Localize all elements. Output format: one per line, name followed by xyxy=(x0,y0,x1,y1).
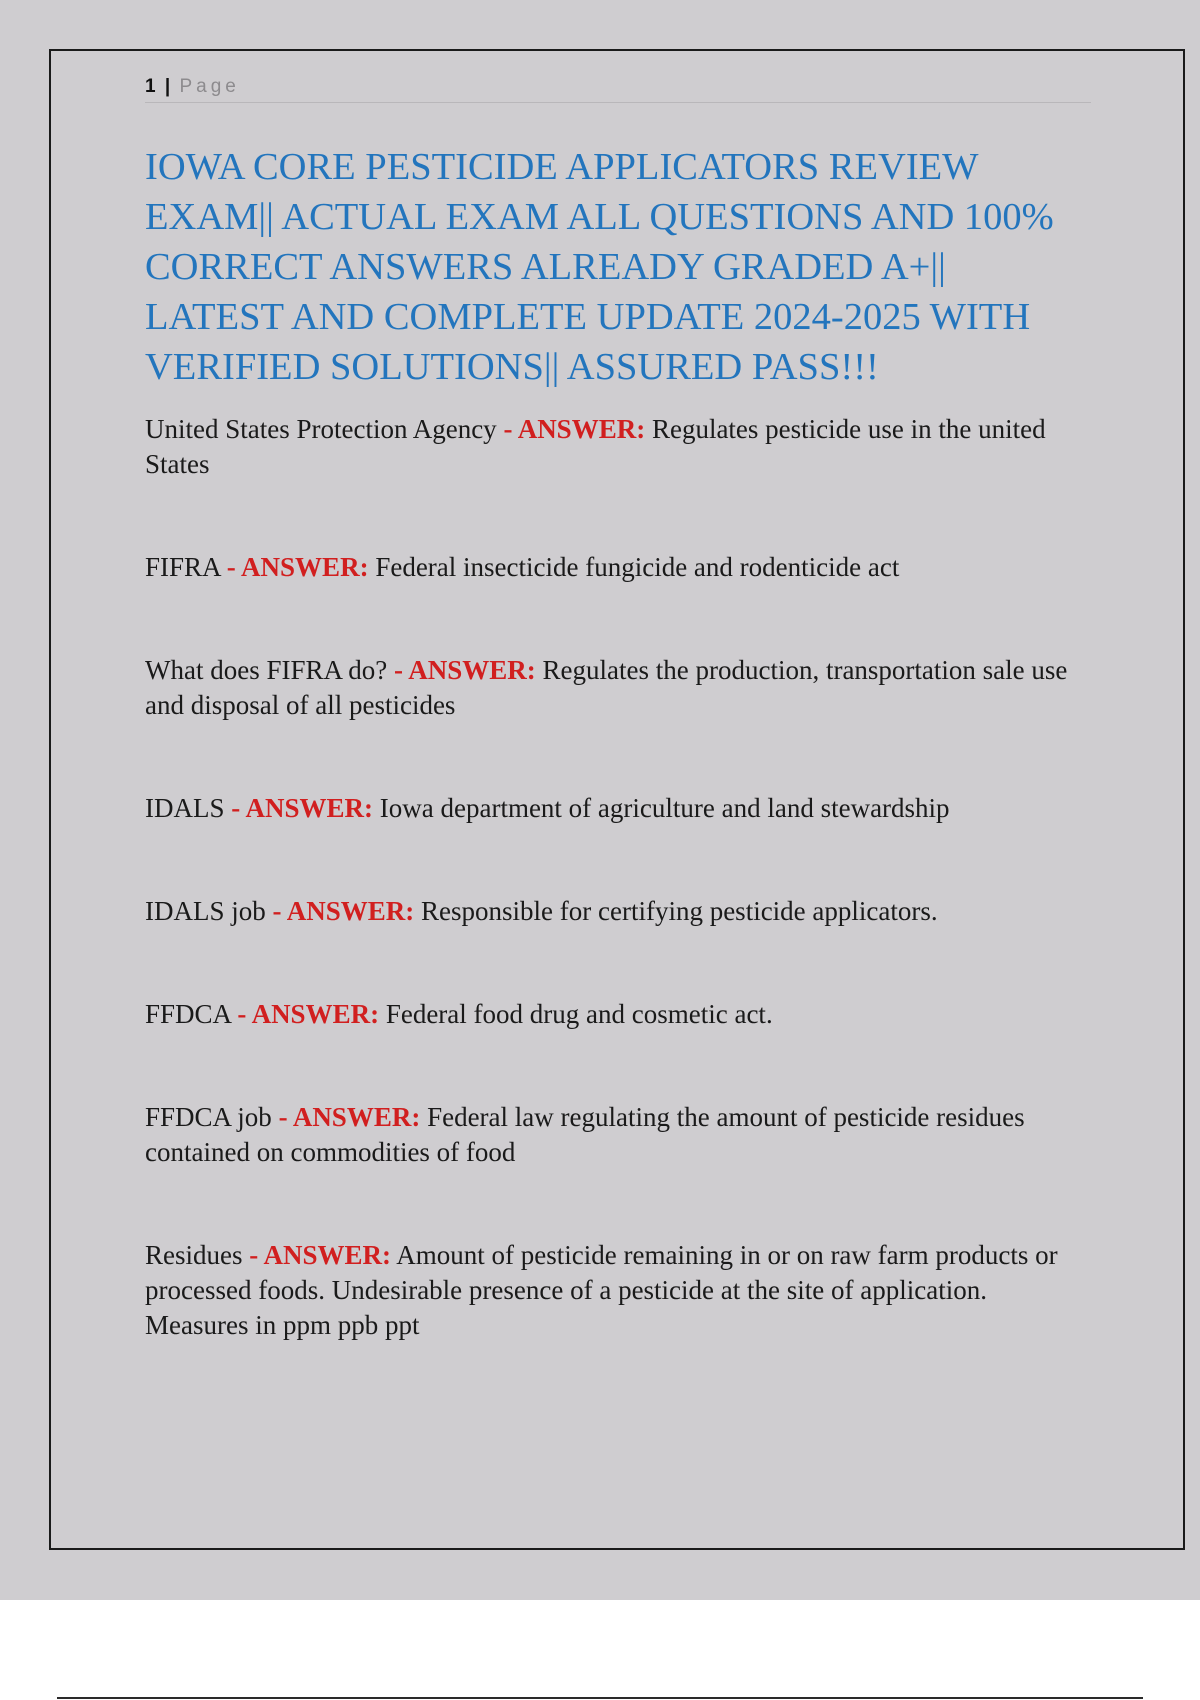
qa-item xyxy=(145,550,1091,585)
qa-term: FIFRA xyxy=(145,552,221,582)
qa-item xyxy=(145,1238,1091,1343)
answer-marker: - ANSWER: xyxy=(231,793,374,823)
answer-marker: - ANSWER: xyxy=(237,999,380,1029)
qa-answer: Regulates pesticide use in the united States xyxy=(145,414,1046,479)
qa-item xyxy=(145,653,1091,723)
qa-item xyxy=(145,1100,1091,1170)
answer-marker: - ANSWER: xyxy=(226,552,369,582)
qa-term: FFDCA job xyxy=(145,1102,272,1132)
qa-term: IDALS job xyxy=(145,896,266,926)
footer-divider xyxy=(57,1697,1143,1699)
answer-marker: - ANSWER: xyxy=(394,655,536,685)
qa-term: IDALS xyxy=(145,793,225,823)
page-separator: | xyxy=(164,76,171,97)
qa-term: United States Protection Agency xyxy=(145,414,497,444)
qa-answer: Regulates the production, transportation sale use and disposal of all pesticides xyxy=(145,655,1068,720)
qa-answer: Federal law regulating the amount of pesticide residues contained on commodities of food xyxy=(145,1102,1025,1167)
answer-marker: - ANSWER: xyxy=(278,1102,421,1132)
answer-marker: - ANSWER: xyxy=(503,414,646,444)
qa-answer: Amount of pesticide remaining in or on raw farm products or processed foods. Undesirable presence of a pesticide at the site of application. Measures in ppm ppb ppt xyxy=(145,1240,1058,1340)
qa-term: What does FIFRA do? xyxy=(145,655,388,685)
qa-item xyxy=(145,894,1091,929)
qa-answer: Iowa department of agriculture and land stewardship xyxy=(379,793,950,823)
document-title: IOWA CORE PESTICIDE APPLICATORS REVIEW EXAM|| ACTUAL EXAM ALL QUESTIONS AND 100% CORRECT ANSWERS ALREADY GRADED A+|| LATEST AND COMPLETE UPDATE 2024-2025 WITH VERIFIED SOLUTIONS|| ASSURED PASS!!! xyxy=(145,146,1054,388)
qa-term: FFDCA xyxy=(145,999,231,1029)
page-number: 1 xyxy=(145,76,156,97)
qa-item xyxy=(145,791,1091,826)
qa-answer: Federal food drug and cosmetic act. xyxy=(385,999,773,1029)
qa-answer: Responsible for certifying pesticide applicators. xyxy=(421,896,938,926)
qa-answer: Federal insecticide fungicide and rodenticide act xyxy=(375,552,900,582)
page-header xyxy=(145,74,1091,103)
qa-term: Residues xyxy=(145,1240,243,1270)
answer-marker: - ANSWER: xyxy=(272,896,415,926)
answer-marker: - ANSWER: xyxy=(249,1240,392,1270)
qa-item xyxy=(145,412,1091,482)
page-word: Page xyxy=(179,76,240,97)
document-content xyxy=(145,142,1091,1343)
qa-item xyxy=(145,997,1091,1032)
